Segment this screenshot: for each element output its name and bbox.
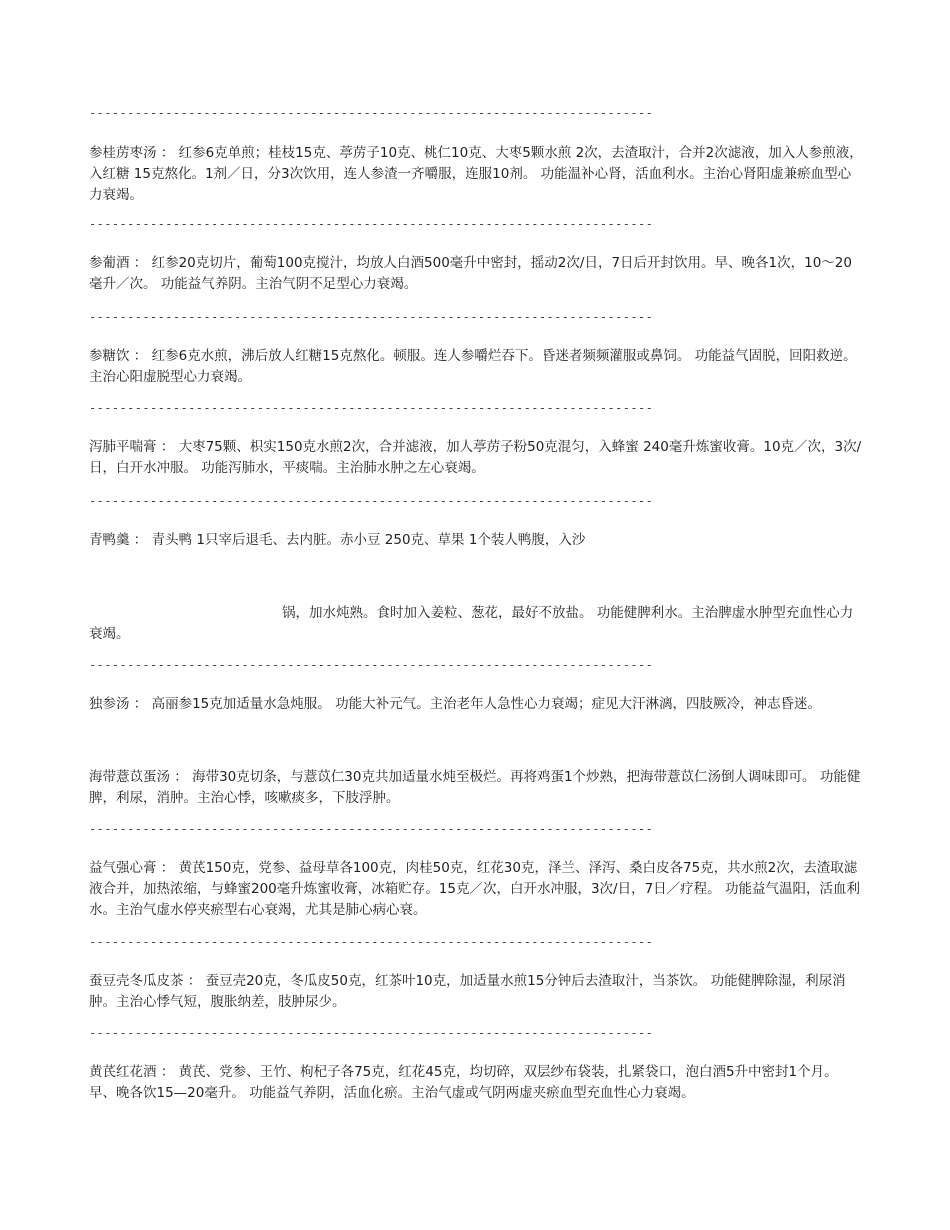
recipe-colon: ： — [129, 255, 152, 271]
recipe-colon: ： — [129, 696, 152, 712]
recipe-name: 独参汤 — [89, 696, 130, 712]
recipe-name: 参葡酒 — [89, 255, 130, 271]
recipe-colon: ： — [129, 348, 152, 364]
recipe-entry — [89, 530, 864, 551]
recipe-entry — [89, 971, 864, 1013]
recipe-text: 黄芪、党参、王竹、枸杞子各75克，红花45克，均切碎，双层纱布袋装，扎紧袋口，泡白酒5升中密封1个月。早、晚各饮15—20毫升。 功能益气养阴，活血化瘀。主治气虚或气阴两虚夹瘀血型充血性心力衰竭。 — [89, 1064, 838, 1101]
recipe-entry — [89, 346, 864, 388]
separator-line: -------------------------------------------------------------------------- — [89, 494, 654, 508]
recipe-colon: ： — [170, 769, 193, 785]
recipe-name: 海带薏苡蛋汤 — [89, 769, 170, 785]
recipe-entry — [89, 143, 864, 206]
separator-line: -------------------------------------------------------------------------- — [89, 658, 654, 672]
recipe-colon: ： — [156, 1064, 179, 1080]
recipe-entry — [89, 1062, 864, 1104]
recipe-entry — [89, 858, 864, 921]
recipe-text: 高丽参15克加适量水急炖服。 功能大补元气。主治老年人急性心力衰竭；症见大汗淋漓，四肢厥冷，神志昏迷。 — [151, 696, 822, 712]
recipe-entry — [89, 767, 864, 809]
recipe-colon: ： — [156, 439, 179, 455]
recipe-text: 红参6克水煎，沸后放人红糖15克熬化。顿服。连人参嚼烂吞下。昏迷者频频灌服或鼻饲。 功能益气固脱，回阳救逆。主治心阳虚脱型心力衰竭。 — [89, 348, 857, 385]
recipe-entry — [89, 437, 864, 479]
recipe-text: 海带30克切条，与薏苡仁30克共加适量水炖至极烂。再将鸡蛋1个炒熟，把海带薏苡仁汤倒人调味即可。 功能健脾，利尿，消肿。主治心悸，咳嗽痰多，下肢浮肿。 — [89, 769, 861, 806]
recipe-entry — [89, 694, 864, 715]
recipe-name: 泻肺平喘膏 — [89, 439, 157, 455]
separator-line: -------------------------------------------------------------------------- — [89, 217, 654, 231]
separator-line: -------------------------------------------------------------------------- — [89, 310, 654, 324]
recipe-text: 青头鸭 1只宰后退毛、去内脏。赤小豆 250克、草果 1个装人鸭腹，入沙 — [151, 532, 586, 548]
recipe-colon: ： — [183, 973, 206, 989]
recipe-colon: ： — [156, 860, 179, 876]
separator-line: -------------------------------------------------------------------------- — [89, 106, 654, 120]
recipe-text: 黄芪150克，党参、益母草各100克，肉桂50克，红花30克，泽兰、泽泻、桑白皮各75克，共水煎2次，去渣取滤液合并，加热浓缩，与蜂蜜200毫升炼蜜收膏，冰箱贮存。15克／次，白开水冲服，3次/日，7日／疗程。 功能益气温阳，活血利水。主治气虚水停夹瘀型右心衰竭，尤其是肺心病心衰。 — [89, 860, 860, 918]
recipe-name: 参糖饮 — [89, 348, 130, 364]
recipe-entry — [89, 253, 864, 295]
recipe-continuation: 锅，加水炖熟。食时加入姜粒、葱花，最好不放盐。 功能健脾利水。主治脾虚水肿型充血性心力衰竭。 — [89, 605, 854, 642]
recipe-colon: ： — [156, 145, 179, 161]
separator-line: -------------------------------------------------------------------------- — [89, 822, 654, 836]
separator-line: -------------------------------------------------------------------------- — [89, 1026, 654, 1040]
recipe-text: 大枣75颗、枳实150克水煎2次，合并滤液，加人葶苈子粉50克混匀，入蜂蜜 240毫升炼蜜收膏。10克／次，3次/日，白开水冲服。 功能泻肺水，平痰喘。主治肺水肿之左心衰竭。 — [89, 439, 862, 476]
recipe-text: 红参20克切片，葡萄100克搅汁，均放人白酒500毫升中密封，摇动2次/日，7日后开封饮用。早、晚各1次，10～20毫升／次。 功能益气养阴。主治气阴不足型心力衰竭。 — [89, 255, 852, 292]
recipe-name: 青鸭羹 — [89, 532, 130, 548]
recipe-name: 蚕豆壳冬瓜皮茶 — [89, 973, 184, 989]
recipe-colon: ： — [129, 532, 152, 548]
recipe-name: 黄芪红花酒 — [89, 1064, 157, 1080]
separator-line: -------------------------------------------------------------------------- — [89, 401, 654, 415]
recipe-text: 红参6克单煎；桂枝15克、葶苈子10克、桃仁10克、大枣5颗水煎 2次，去渣取汁，合并2次滤液，加入人参煎液，入红糖 15克熬化。1剂／日，分3次饮用，连人参渣一齐嚼服，连服10剂。 功能温补心肾，活血利水。主治心肾阳虚兼瘀血型心力衰竭。 — [89, 145, 863, 203]
recipe-name: 益气强心膏 — [89, 860, 157, 876]
recipe-text: 蚕豆壳20克，冬瓜皮50克，红茶叶10克，加适量水煎15分钟后去渣取汁，当茶饮。 功能健脾除湿，利尿消肿。主治心悸气短，腹胀纳差，肢肿尿少。 — [89, 973, 846, 1010]
recipe-name: 参桂苈枣汤 — [89, 145, 157, 161]
separator-line: -------------------------------------------------------------------------- — [89, 935, 654, 949]
